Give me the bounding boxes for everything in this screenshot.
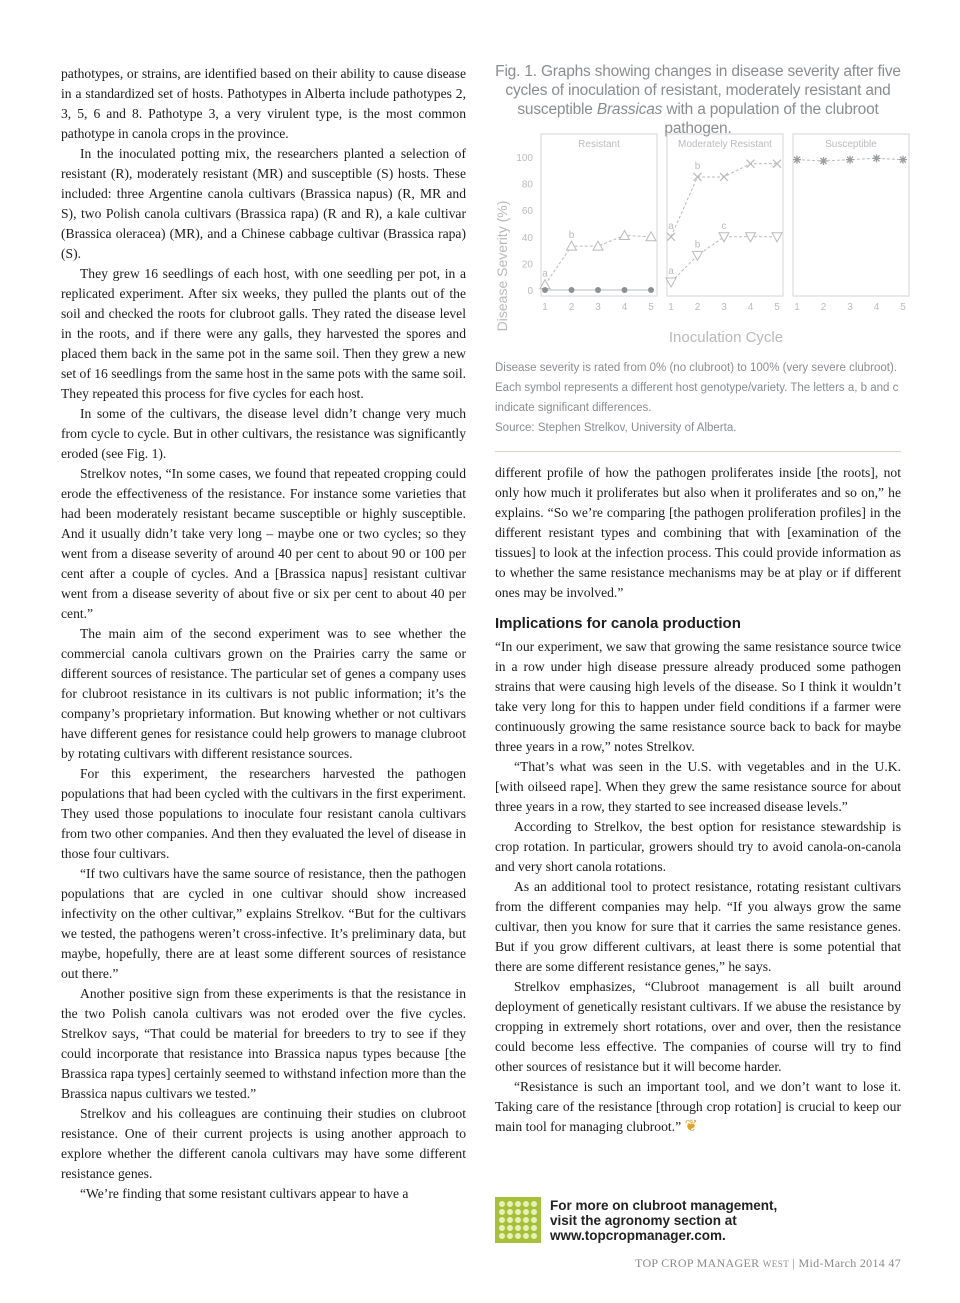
promo-line: visit the agronomy section at xyxy=(550,1213,737,1228)
chart-panel-frame xyxy=(667,134,783,296)
paragraph: Strelkov and his colleagues are continuing their studies on clubroot resistance. One of their current projects is using another approach to explore whether the different canola cultivars may have some different resistance genes. xyxy=(61,1106,466,1181)
right-column xyxy=(495,463,901,1137)
y-tick-label: 100 xyxy=(516,153,533,164)
x-tick-label: 2 xyxy=(568,302,575,313)
paragraph: “In our experiment, we saw that growing the same resistance source twice in a row under high disease pressure already produced some pathogen strains that were causing high levels of the disease. So I think it wouldn’t take very long for this to happen under field conditions if a farmer were continuously growing the same resistance source back to back for maybe three years in a row,” notes Strelkov. xyxy=(495,639,901,754)
x-tick-label: 5 xyxy=(900,302,906,313)
data-point-mr-2 xyxy=(772,233,782,242)
paragraph: “We’re finding that some resistant cultivars appear to have a xyxy=(80,1186,409,1201)
data-point-s-1 xyxy=(899,156,907,164)
paragraph: In some of the cultivars, the disease level didn’t change very much from cycle to cycle. But in other cultivars, the resistance was significantly eroded (see Fig. 1). xyxy=(61,406,466,461)
y-tick-label: 60 xyxy=(521,206,533,218)
paragraph-text: “Resistance is such an important tool, and we don’t want to lose it. Taking care of the resistance [through crop rotation] is crucial to keep our main tool for managing clubroot.” xyxy=(495,1079,901,1134)
x-tick-label: 1 xyxy=(542,302,548,313)
page-number: 47 xyxy=(888,1256,901,1270)
data-point-resistant-2 xyxy=(622,287,628,293)
paragraph: According to Strelkov, the best option for resistance stewardship is crop rotation. In particular, growers should try to avoid canola-on-canola and very short canola rotations. xyxy=(495,819,901,874)
figure-source: Source: Stephen Strelkov, University of Alberta. xyxy=(495,422,737,434)
paragraph: Another positive sign from these experiments is that the resistance in the two Polish canola cultivars was not eroded over the five cycles. Strelkov says, “That could be material for breeders to try to see if they could incorporate that resistance into Brassica napus types because [the Brassica rapa types] certainly seemed to withstand infection more than the Brassica napus cultivars we tested.” xyxy=(61,986,466,1101)
issue-date: Mid-March 2014 xyxy=(798,1256,886,1270)
caption-tail: with a population of the clubroot pathogen. xyxy=(662,101,879,137)
x-tick-label: 4 xyxy=(873,302,880,313)
data-point-resistant-2 xyxy=(595,287,601,293)
figure-notes xyxy=(495,358,901,438)
y-tick-label: 80 xyxy=(521,179,533,191)
x-tick-label: 4 xyxy=(621,302,628,313)
paragraph: As an additional tool to protect resistance, rotating resistant cultivars from the different companies may help. “If you always grow the same cultivar, then you know for sure that it carries the same resistance genes. But if you grow different cultivars, at least there is some potential that there are some different resistance genes,” he says. xyxy=(495,879,901,974)
data-point-resistant-1 xyxy=(646,232,656,241)
paragraph: pathotypes, or strains, are identified based on their ability to cause disease in a standardized set of hosts. Pathotypes in Alberta include pathotypes 2, 3, 5, 6 and 8. Pathotype 3, a very virulent type, is the most common pathotype in canola crops in the province. xyxy=(61,66,466,141)
data-point-resistant-2 xyxy=(542,287,548,293)
data-point-mr-1 xyxy=(694,173,702,181)
paragraph: For this experiment, the researchers harvested the pathogen populations that had been cycled with the cultivars in the first experiment. They used those populations to inoculate four resistant canola cultivars from two other companies. And then they evaluated the level of disease in those four cultivars. xyxy=(61,766,466,861)
data-point-s-1 xyxy=(820,157,828,165)
magazine-name: TOP CROP MANAGER xyxy=(635,1256,760,1270)
page-footer: TOP CROP MANAGER WEST | Mid-March 2014 47 xyxy=(635,1256,901,1270)
caption-lead: Fig. 1. Graphs showing changes in disease severity after five cycles of inoculation of resistant, moderately resistant and susceptible xyxy=(495,63,901,118)
paragraph: “If two cultivars have the same source of resistance, then the pathogen populations that are cycled in one cultivar should show increased infectivity on the other cultivar,” explains Strelkov. “But for the cultivars we tested, the pathogens weren’t cross-infective. It’s preliminary data, but maybe, hopefully, there are at least some different sources of resistance out there.” xyxy=(61,866,466,981)
paragraph: different profile of how the pathogen proliferates inside [the roots], not only how much it proliferates but also when it proliferates and so on,” he explains. “So we’re comparing [the pathogen proliferation profiles] in the different resistant types and combining that with [examination of the tissues] to look at the infection process. This could provide information as to whether the same resistance mechanisms may be at play or if different ones may be involved.” xyxy=(495,465,901,600)
significance-label: b xyxy=(568,230,575,242)
panel-title: Resistant xyxy=(578,139,620,150)
x-axis-label: Inoculation Cycle xyxy=(668,329,784,346)
panel-title: Susceptible xyxy=(825,139,877,150)
left-column xyxy=(61,64,466,1204)
data-point-resistant-2 xyxy=(648,287,654,293)
significance-label: a xyxy=(668,266,674,278)
significance-label: a xyxy=(542,268,548,280)
y-tick-label: 20 xyxy=(521,259,533,271)
paragraph: In the inoculated potting mix, the researchers planted a selection of resistant (R), moderately resistant (MR) and susceptible (S) hosts. These included: three Argentine canola cultivars (Brassica napus) (R, MR and S), two Polish canola cultivars (Brassica rapa) (R and R), a kale cultivar (Brassica oleracea) (MR), and a Chinese cabbage cultivar (Brassica rapa) (S). xyxy=(61,146,466,261)
promo-link[interactable]: www.topcropmanager.com. xyxy=(550,1228,726,1243)
y-tick-label: 0 xyxy=(527,286,533,297)
y-tick-label: 40 xyxy=(521,232,533,244)
data-point-s-1 xyxy=(793,156,801,164)
data-point-mr-1 xyxy=(667,233,675,241)
panel-title: Moderately Resistant xyxy=(678,139,772,150)
figure-divider xyxy=(495,451,901,452)
promo-line: For more on clubroot management, xyxy=(550,1198,778,1213)
data-point-resistant-1 xyxy=(620,230,630,239)
x-tick-label: 3 xyxy=(847,302,853,313)
data-point-mr-1 xyxy=(720,173,728,181)
data-point-s-1 xyxy=(873,154,881,162)
dots-grid-icon xyxy=(495,1197,541,1243)
significance-label: a xyxy=(668,220,674,232)
paragraph: Strelkov notes, “In some cases, we found that repeated cropping could erode the effectiveness of the resistance. For instance some varieties that had been moderately resistant became susceptible or highly susceptible. And it usually didn’t take very long – maybe one or two cycles; so they went from a disease severity of around 40 per cent to about 90 or 100 per cent after a couple of cycles. And a [Brassica napus] resistant cultivar went from a disease severity of about five or six per cent to about 40 per cent.” xyxy=(61,466,466,621)
leaf-end-icon: ❦ xyxy=(684,1118,698,1135)
section-heading: Implications for canola production xyxy=(495,615,741,632)
paragraph: They grew 16 seedlings of each host, with one seedling per pot, in a replicated experiment. After six weeks, they pulled the plants out of the soil and checked the roots for clubroot galls. They rated the disease level in the roots, and if there were any galls, they harvested the spores and placed them back in the same pot in the same soil. Then they grew a new set of 16 seedlings from the same host in the same pots with the same soil. They repeated this process for five cycles for each host. xyxy=(61,266,466,401)
promo-box[interactable] xyxy=(495,1197,901,1245)
paragraph: Strelkov emphasizes, “Clubroot management is all built around deployment of genetically resistant cultivars. If we abuse the resistance by cropping in extremely short rotations, over and over, then the resistance could become less effective. The companies of course will try to find other sources of resistance but it will become harder. xyxy=(495,979,901,1074)
chart-panel-frame xyxy=(541,134,657,296)
figure-note: Disease severity is rated from 0% (no clubroot) to 100% (very severe clubroot). xyxy=(495,362,898,374)
x-tick-label: 1 xyxy=(668,302,674,313)
x-tick-label: 3 xyxy=(721,302,727,313)
x-tick-label: 2 xyxy=(820,302,827,313)
y-axis-label: Disease Severity (%) xyxy=(494,200,510,332)
edition: WEST xyxy=(762,1259,790,1269)
x-tick-label: 2 xyxy=(694,302,701,313)
x-tick-label: 5 xyxy=(774,302,780,313)
data-point-resistant-1 xyxy=(593,241,603,250)
data-point-resistant-2 xyxy=(569,287,575,293)
figure-1 xyxy=(494,62,906,452)
x-tick-label: 5 xyxy=(648,302,654,313)
paragraph xyxy=(495,1077,901,1137)
x-tick-label: 4 xyxy=(747,302,754,313)
figure-note: Each symbol represents a different host genotype/variety. The letters a, b and c indicate significant differences. xyxy=(495,382,899,414)
caption-italic: Brassicas xyxy=(596,101,663,118)
promo-text xyxy=(550,1198,777,1243)
paragraph: The main aim of the second experiment was to see whether the commercial canola cultivars grown on the Prairies carry the same or different sources of resistance. The particular set of genes a company uses for clubroot resistance in its cultivars is not public information; it’s the company’s proprietary information. But knowing whether or not cultivars have different genes for resistance could help growers to manage clubroot by rotating cultivars with different resistance sources. xyxy=(61,626,466,761)
significance-label: b xyxy=(694,239,701,251)
disease-severity-chart xyxy=(494,126,906,366)
significance-label: c xyxy=(721,220,727,232)
data-point-mr-2 xyxy=(719,233,729,242)
x-tick-label: 1 xyxy=(794,302,800,313)
series-line-mr-2 xyxy=(671,237,777,282)
data-point-mr-1 xyxy=(747,160,755,168)
paragraph: “That’s what was seen in the U.S. with vegetables and in the U.K. [with oilseed rape]. When they grew the same resistance source for about three years in a row, they started to see increased disease levels.” xyxy=(495,759,901,814)
x-tick-label: 3 xyxy=(595,302,601,313)
significance-label: b xyxy=(694,160,701,172)
data-point-s-1 xyxy=(846,156,854,164)
